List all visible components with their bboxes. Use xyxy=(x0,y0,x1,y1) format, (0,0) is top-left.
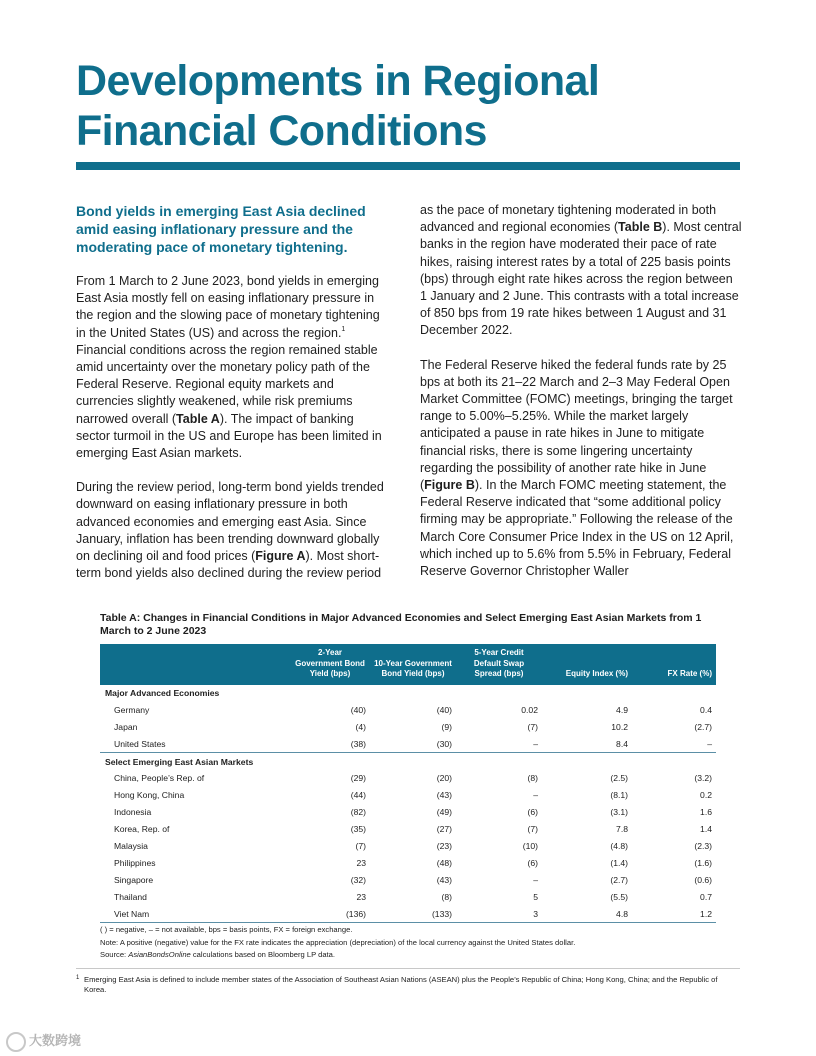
table-cell: (23) xyxy=(436,840,452,851)
paragraph-3-text-a: as the pace of monetary tightening moderated in both advanced and regional economies ( xyxy=(420,203,717,235)
source-rest: calculations based on Bloomberg LP data. xyxy=(190,950,336,959)
notes-source xyxy=(100,949,720,962)
table-cell: (43) xyxy=(436,790,452,801)
paragraph-4-text-a: The Federal Reserve hiked the federal funds rate by 25 bps at both its 21–22 March and 2–3 May Federal Open Market Committee (FOMC) meetings, bringing the target range to 5.00%–5.25%. While the market largely anticipated a pause in rate hikes in June to mitigate financial risks, there is some lingering uncertainty regarding the possibility of another rate hike in June ( xyxy=(420,357,733,493)
table-cell: (43) xyxy=(436,874,452,885)
paragraph-2-text-a: During the review period, long-term bond yields trended downward on easing inflationary pressure in both advanced economies and emerging east Asia. Since January, inflation has been trending downward globally on declining oil and food prices ( xyxy=(76,480,384,564)
paragraph-2 xyxy=(76,479,386,582)
column-header: Equity Index (%) xyxy=(542,644,632,685)
table-row xyxy=(100,804,716,821)
table-cell: (10) xyxy=(522,840,538,851)
table-cell: (4.8) xyxy=(610,840,628,851)
economy-name: United States xyxy=(100,735,290,752)
table-cell: (2.3) xyxy=(694,840,712,851)
table-row xyxy=(100,821,716,838)
table-row xyxy=(100,871,716,888)
table-b-ref: Table B xyxy=(618,220,663,235)
table-cell: 4.8 xyxy=(542,905,632,922)
table-cell: 23 xyxy=(356,891,366,902)
table-title: Table A: Changes in Financial Conditions in Major Advanced Economies and Select Emerging East Asian Markets from 1 March to 2 June 2023 xyxy=(100,612,702,637)
table-cell: (35) xyxy=(350,824,366,835)
table-cell: (40) xyxy=(350,704,366,715)
column-header: 5-Year Credit Default Swap Spread (bps) xyxy=(456,644,542,685)
paragraph-4-text-b: ). In the March FOMC meeting statement, the Federal Reserve indicated that “some additional policy firming may be appropriate.” Following the release of the March Core Consumer Price Index in the US on 12 April, which inched up to 5.6% from 5.5% in February, Federal Reserve Governor Christopher Waller xyxy=(420,478,734,579)
column-header: 2-Year Government Bond Yield (bps) xyxy=(290,644,370,685)
financial-conditions-table xyxy=(100,644,716,923)
footnote-ref: 1 xyxy=(341,325,346,333)
footnote-number: 1 xyxy=(76,975,80,981)
economy-name: Hong Kong, China xyxy=(114,790,185,801)
table-cell: 7.8 xyxy=(616,824,628,835)
footnote-rule xyxy=(76,968,740,969)
right-column xyxy=(420,202,742,597)
economy-name: Germany xyxy=(114,704,150,715)
table-cell: (4) xyxy=(355,721,366,732)
table-cell: 8.4 xyxy=(542,735,632,752)
lead-heading: Bond yields in emerging East Asia declined amid easing inflationary pressure and the moderating pace of monetary tightening. xyxy=(76,203,366,255)
economy-name: Viet Nam xyxy=(100,905,290,922)
table-header-row xyxy=(100,644,716,685)
table-cell: (2.7) xyxy=(610,874,628,885)
table-cell: 4.9 xyxy=(616,704,628,715)
table-row xyxy=(100,905,716,922)
table-cell: 10.2 xyxy=(611,721,628,732)
paragraph-1-text-b: Financial conditions across the region remained stable amid uncertainty over the monetary policy path of the Federal Reserve. Regional equity markets and currencies slightly weakened, while risk premiums narrowed overall ( xyxy=(76,342,378,426)
left-column xyxy=(76,202,386,599)
footnote xyxy=(76,975,740,995)
economy-name: Korea, Rep. of xyxy=(114,824,170,835)
table-cell: (1.4) xyxy=(610,857,628,868)
watermark-text: 大数跨境 xyxy=(29,1033,82,1048)
table-row xyxy=(100,854,716,871)
table-cell: 1.2 xyxy=(632,905,716,922)
table-cell: (27) xyxy=(436,824,452,835)
paragraph-1-text-a: From 1 March to 2 June 2023, bond yields in emerging East Asia mostly fell on easing inflationary pressure in the region and the slowing pace of monetary tightening in the United States (US) and across the region. xyxy=(76,274,380,340)
table-cell: (9) xyxy=(441,721,452,732)
title-rule xyxy=(76,162,740,170)
notes-legend: ( ) = negative, – = not available, bps = basis points, FX = foreign exchange. xyxy=(100,925,353,934)
table-row xyxy=(100,787,716,804)
table-cell: (29) xyxy=(350,773,366,784)
table-cell: (3.2) xyxy=(694,773,712,784)
watermark xyxy=(6,1030,81,1052)
table-cell: (3.1) xyxy=(610,807,628,818)
notes-note: Note: A positive (negative) value for the FX rate indicates the appreciation (depreciation) of the local currency against the United States dollar. xyxy=(100,937,576,947)
group-row xyxy=(100,685,716,702)
table-cell: 1.6 xyxy=(700,807,712,818)
table-cell: (30) xyxy=(370,735,456,752)
figure-a-ref: Figure A xyxy=(255,549,306,564)
column-header: 10-Year Government Bond Yield (bps) xyxy=(370,644,456,685)
table-cell: 0.7 xyxy=(700,891,712,902)
table-cell: – xyxy=(533,874,538,885)
table-cell: (6) xyxy=(527,857,538,868)
table-cell: – xyxy=(632,735,716,752)
group-row xyxy=(100,753,716,770)
header-blank xyxy=(100,644,290,685)
table-body xyxy=(100,685,716,923)
paragraph-3-text-b: ). Most central banks in the region have moderated their pace of rate hikes, raising interest rates by a total of 225 basis points (bps) through eight rate hikes across the region between 1 January and 2 June. This contrasts with a total increase of 850 bps from 19 rate hikes between 1 August and 31 December 2022. xyxy=(420,220,742,338)
table-cell: 5 xyxy=(533,891,538,902)
title-line-2: Financial Conditions xyxy=(76,107,487,155)
table-row xyxy=(100,701,716,718)
watermark-logo-icon xyxy=(6,1032,26,1052)
paragraph-4 xyxy=(420,357,742,581)
table-cell: 1.4 xyxy=(700,824,712,835)
table-cell: – xyxy=(533,790,538,801)
table-cell: (49) xyxy=(436,807,452,818)
economy-name: Malaysia xyxy=(114,840,148,851)
economy-name: Japan xyxy=(114,721,138,732)
table-cell: (2.5) xyxy=(610,773,628,784)
table-cell: (7) xyxy=(355,840,366,851)
economy-name: Indonesia xyxy=(114,807,152,818)
source-name: AsianBondsOnline xyxy=(128,950,191,959)
table-cell: 3 xyxy=(456,905,542,922)
table-cell: – xyxy=(456,735,542,752)
table-row xyxy=(100,770,716,787)
table-cell: (2.7) xyxy=(694,721,712,732)
economy-name: China, People’s Rep. of xyxy=(114,773,205,784)
column-header: FX Rate (%) xyxy=(632,644,716,685)
table-a-ref: Table A xyxy=(176,411,220,426)
table-cell: 0.4 xyxy=(700,704,712,715)
table-cell: (44) xyxy=(350,790,366,801)
table-cell: (8.1) xyxy=(610,790,628,801)
table-cell: (5.5) xyxy=(610,891,628,902)
title-line-1: Developments in Regional xyxy=(76,57,600,105)
table-cell: (7) xyxy=(527,721,538,732)
table-cell: (48) xyxy=(436,857,452,868)
paragraph-1 xyxy=(76,273,386,462)
economy-name: Singapore xyxy=(114,874,154,885)
table-row xyxy=(100,888,716,905)
economy-name: Philippines xyxy=(114,857,156,868)
paragraph-2-text-b: ). Most short-term bond yields also declined during the review period xyxy=(76,549,382,581)
paragraph-3 xyxy=(420,202,742,340)
table-cell: 23 xyxy=(356,857,366,868)
table-cell: (136) xyxy=(290,905,370,922)
table-cell: (1.6) xyxy=(694,857,712,868)
table-cell: (38) xyxy=(290,735,370,752)
table-notes xyxy=(100,924,720,962)
table-cell: (133) xyxy=(370,905,456,922)
table-cell: (7) xyxy=(527,824,538,835)
economy-name: Thailand xyxy=(114,891,147,902)
footnote-text: Emerging East Asia is defined to include member states of the Association of Southeast Asian Nations (ASEAN) plus the People’s Republic of China; Hong Kong, China; and the Republic of Korea. xyxy=(84,975,718,994)
table-cell: (0.6) xyxy=(694,874,712,885)
table-cell: (40) xyxy=(436,704,452,715)
table-cell: 0.02 xyxy=(521,704,538,715)
page-title xyxy=(76,56,716,156)
table-cell: (6) xyxy=(527,807,538,818)
group-label: Select Emerging East Asian Markets xyxy=(105,756,254,767)
table-cell: (8) xyxy=(527,773,538,784)
table-cell: (8) xyxy=(441,891,452,902)
figure-b-ref: Figure B xyxy=(424,478,475,493)
source-prefix: Source: xyxy=(100,950,129,959)
table-row xyxy=(100,718,716,735)
table-cell: 0.2 xyxy=(700,790,712,801)
table-row xyxy=(100,735,716,752)
table-cell: (32) xyxy=(350,874,366,885)
table-cell: (82) xyxy=(350,807,366,818)
paragraph-1-text-c: ). The impact of banking sector turmoil in the US and Europe has been limited in emerging East Asian markets. xyxy=(76,411,382,461)
table-row xyxy=(100,838,716,855)
group-label: Major Advanced Economies xyxy=(105,687,220,698)
table-cell: (20) xyxy=(436,773,452,784)
